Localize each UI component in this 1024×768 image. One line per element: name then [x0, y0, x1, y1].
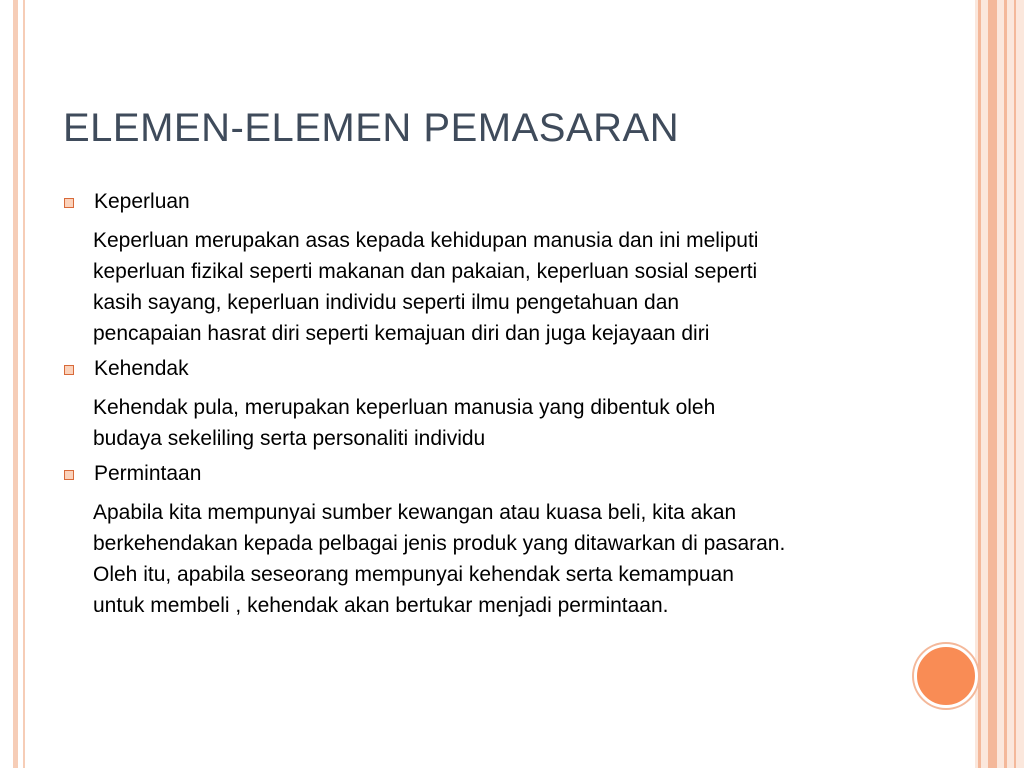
body-line: Keperluan merupakan asas kepada kehidupan manusia dan ini meliputi [93, 229, 759, 252]
bullet-heading: Permintaan [94, 462, 202, 485]
right-frame-line [1014, 0, 1016, 768]
bullet-body [93, 492, 943, 623]
body-line: pencapaian hasrat diri seperti kemajuan diri dan juga kejayaan diri [93, 322, 710, 345]
right-frame-band [975, 0, 1024, 768]
body-line: keperluan fizikal seperti makanan dan pakaian, keperluan sosial seperti [93, 260, 758, 283]
bullet-kehendak [62, 351, 942, 387]
body-line: berkehendakan kepada pelbagai jenis produk yang ditawarkan di pasaran. [93, 532, 786, 555]
body-line: kasih sayang, keperluan individu seperti ilmu pengetahuan dan [93, 291, 680, 314]
right-frame-line [1004, 0, 1007, 768]
square-bullet-icon [64, 198, 74, 208]
bullet-heading: Keperluan [94, 190, 190, 213]
right-frame-line [978, 0, 981, 768]
right-frame-line [988, 0, 997, 768]
square-bullet-icon [64, 470, 74, 480]
slide-content [62, 184, 942, 623]
body-line: untuk membeli , kehendak akan bertukar menjadi permintaan. [93, 594, 669, 617]
bullet-permintaan [62, 456, 942, 492]
body-line: budaya sekeliling serta personaliti individu [93, 427, 486, 450]
bullet-body [93, 387, 943, 456]
orange-circle-decoration [914, 644, 978, 708]
body-line: Apabila kita mempunyai sumber kewangan atau kuasa beli, kita akan [93, 501, 737, 524]
body-line: Oleh itu, apabila seseorang mempunyai kehendak serta kemampuan [93, 563, 734, 586]
left-frame-line [13, 0, 18, 768]
bullet-body [93, 220, 943, 351]
square-bullet-icon [64, 365, 74, 375]
bullet-keperluan [62, 184, 942, 220]
left-frame-line [23, 0, 25, 768]
body-line: Kehendak pula, merupakan keperluan manusia yang dibentuk oleh [93, 396, 716, 419]
bullet-heading: Kehendak [94, 357, 189, 380]
slide-title: ELEMEN-ELEMEN PEMASARAN [63, 106, 680, 150]
